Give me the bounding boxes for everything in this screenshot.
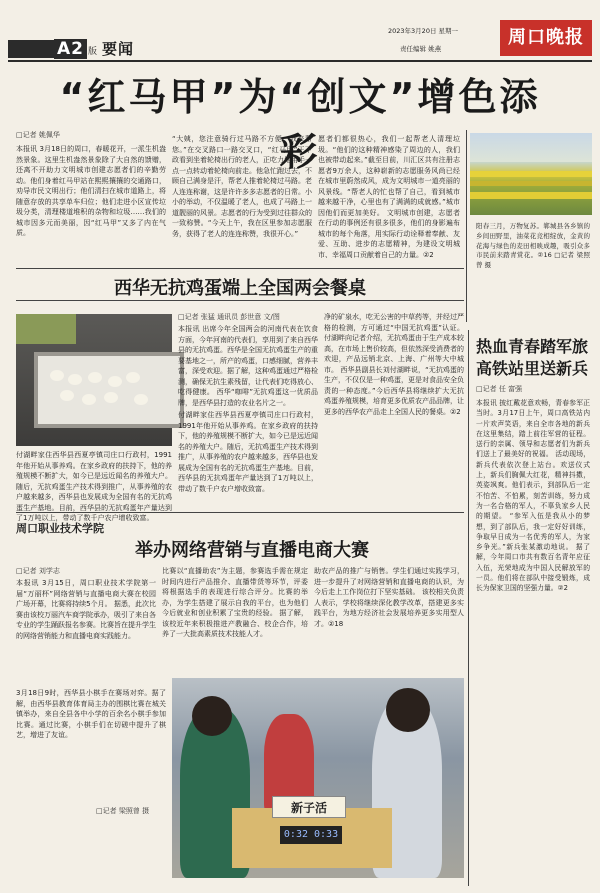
masthead-logo: 周口晚报 (500, 20, 592, 56)
story3-col1: 本报讯 3月15日，周口职业技术学院第一届“万丽杯”网络营销与直播电商大赛在校园广场开幕，比赛将持续5个月。 据悉，此次比赛由该校万丽汽车商学院承办，吸引了来自各专业的学生踊跃报名参赛。比赛旨在提升学生的网络营销能力和直播电商实践能力。 (16, 579, 156, 640)
page-header (0, 0, 600, 62)
story1-col2: “大姨，您注意骑行过马路不方便，我来帮您。”在交叉路口一路交叉口，“红马甲”王下政看到坐着轮椅出行的老人，正吃力地用手一点一点转动着轮椅向前走。他急忙跑过去，不顾自己满身是汗，帮老人推着轮椅过马路。老人连连称谢，这是许许多多志愿者的日常。小小的举动，不仅温暖了老人，也成了马路上一道靓丽的风景。志愿者的行为受到过往群众的一致称赞。“今天上午，我在区里参加志愿服务，获得了老人的连连称赞，我很开心。” (172, 135, 312, 238)
story1-col3: 愿者们都很热心，我们一起帮老人清理垃圾。“他们的这种精神感染了周边的人，我们也被带动起来。”截至目前，川汇区共有注册志愿者9万余人，这种崭新的志愿服务风尚已经在城市里蔚然成风，成为文明城市一道亮丽的风景线。“帮老人的忙也帮了自己，看到城市越来越干净，心里也有了满满的成就感。”城市因他们而更加美好。 文明城市创建，志愿者在行动的事例还有很多很多，他们的身影遍布城市的每个角落，用实际行动诠释着奉献、友爱、互助、进步的志愿精神，为建设文明城市、幸福周口贡献着自己的力量。②2 (318, 135, 460, 259)
story2-col1-cont: 付湖畔家住西华县西夏亭镇司庄口行政村，1991年他开始从事养鸡。在家乡政府的扶持下，他的养殖规模不断扩大，如今已是远近闻名的养殖大户。随后，无抗鸡蛋生产技术得到推广，从事养殖的农户越来越多，西华县也发展成为全国有名的无抗鸡蛋生产基地。目前，西华县的无抗鸡蛋年产量达到了1万吨以上，带动了数千户农户增收致富。 (16, 451, 172, 522)
story2-col3: 净的矿泉水，吃无公害的中草药等，并经过严格的检测，方可通过“中国无抗鸡蛋”认证。付湖畔向记者介绍，无抗鸡蛋由于生产成本较高，在市场上售价较高，但依然深受消费者的欢迎，产品远销北京、上海、广州等大中城市。 西华县副县长刘付湖畔说，“无抗鸡蛋的生产，不仅仅是一种鸡蛋，更是对食品安全负责的一种态度。”今后西华县将继续扩大无抗鸡蛋养殖规模，培育更多优质农产品品牌，让更多的西华农产品走上全国人民的餐桌。②2 (324, 313, 464, 416)
right-story-headline: 热血青春踏军旅 高铁站里送新兵 (476, 337, 589, 378)
story3-byline: □记者 刘学志 (16, 567, 60, 575)
story-divider (16, 268, 464, 269)
school-label: 周口职业技术学院 (16, 522, 104, 535)
section-code: A2 (54, 39, 87, 59)
column-rule (466, 130, 467, 322)
section-label (54, 38, 134, 59)
story2-headline: 西华无抗鸡蛋端上全国两会餐桌 (114, 278, 366, 299)
rapeseed-field-photo (470, 133, 592, 215)
chess-clock: 0:32 0:33 (280, 826, 342, 844)
section-ban: 版 (88, 47, 99, 57)
header-rule (8, 60, 592, 62)
story3-col3: 助农产品的推广与销售。学生们通过实践学习，进一步提升了对网络营销和直播电商的认识，为今后走上工作岗位打下坚实基础。 该校相关负责人表示，学校将继续深化教学改革，搭建更多实践平台，为地方经济社会发展培养更多实用型人才。②18 (314, 567, 464, 628)
name-placard: 新子活 (272, 796, 346, 818)
issue-date: 2023年3月20日 星期一 (388, 27, 459, 35)
story3-headline: 举办网络营销与直播电商大赛 (135, 540, 369, 561)
right-story-byline: □记者 任 富强 (476, 385, 523, 393)
column-rule (468, 330, 469, 886)
story3-col2: 比赛以“直播助农”为主题，参赛选手需在规定时间内进行产品推介、直播带货等环节，评委将根据选手的表现进行综合评分。比赛的举办，为学生搭建了展示自我的平台，也为他们今后就业和创业积累了宝贵的经验。 据了解，该校近年来积极推进产教融合、校企合作，培养了一大批高素质技术技能人才。 (162, 567, 308, 638)
section-name: 要闻 (102, 40, 135, 58)
right-story-body: 本报讯 披红戴花意欢畅，青春参军正当时。3月17日上午，周口高铁站内一片欢声笑语，来自全市各地的新兵在这里集结，踏上前往军营的征程。送行的亲属、领导和志愿者们为新兵们送上了最美好的祝福。 活动现场，新兵代表依次登上站台。欢送仪式上，新兵们胸佩大红花，精神抖擞，英姿飒爽。他们表示，到部队后一定不怕苦、不怕累，刻苦训练，努力成为一名合格的军人，不辜负家乡人民的期望。 “参军入伍是我从小的梦想，到了部队后，我一定好好训练，争取早日成为一名优秀的军人，为家乡争光。”新兵张某激动地说。 据了解，今年周口市共有数百名青年应征入伍，光荣地成为中国人民解放军的一员。他们将在部队中接受锻炼，成长为保家卫国的坚强力量。②2 (476, 399, 590, 593)
chess-competition-photo (172, 678, 464, 878)
story2-col1: 本报讯 出席今年全国两会的河南代表在饮食方面，今年河南的代表们，享用到了来自西华县的无抗鸡蛋。西华是全国无抗鸡蛋生产的重要基地之一，所产的鸡蛋，口感细腻，营养丰富，深受欢迎。据了解，这种鸡蛋通过严格检测，确保无抗生素残留，让代表们吃得放心、吃得健康。 西华“咖啡”无抗鸡蛋这一优质品牌，是西华县打造的农业名片之一。 (178, 325, 318, 407)
story1-col1: 本报讯 3月18日的周口，春暖花开，一派生机盎然景象。这里生机盎然景象除了大自然的馈赠，还离不开助力文明城市创建志愿者们的辛勤劳动。他们身着红马甲站在熙熙攘攘的交通路口，劝导市民文明出行；他们清扫在城市道路上，将随意存放的共享单车归位；他们走进小区宣传垃圾分类，清理楼道堆积的杂物和垃圾……我们的城市因多元而美丽，因“红马甲”又多了内在气质。 (16, 145, 166, 237)
story4-credit: □记者 梁照曾 摄 (96, 807, 150, 815)
story1-byline: □记者 姚佩华 (16, 131, 60, 139)
story4-body: 3月18日9时，西华县小棋手在赛场对弈。据了解，由西华县教育体育局主办的围棋比赛在城关镇举办，来自全县各中小学的百余名小棋手参加比赛。通过比赛，小棋手们在切磋中提升了棋艺，增进了友谊。 (16, 689, 166, 739)
editors-credit: 责任编辑 姚燕 (400, 45, 442, 53)
egg-display-photo (16, 314, 172, 446)
story-divider (16, 300, 464, 301)
photo-caption-1: 阳春三月，万物复苏。郸城县各乡镇的乡间田野里，油菜花竞相绽放，金黄的花海与绿色的麦田相映成趣，吸引众多市民前来踏青赏花。②16 □记者 梁照曾 摄 (476, 222, 590, 270)
section-bar (8, 40, 60, 58)
story2-byline: □记者 张猛 通讯员 彭世意 文/图 (178, 313, 280, 321)
story2-col2: 付湖畔家住西华县西夏亭镇司庄口行政村，1991年他开始从事养鸡。在家乡政府的扶持下，他的养殖规模不断扩大，如今已是远近闻名的养殖大户。随后，无抗鸡蛋生产技术得到推广，从事养殖的农户越来越多，西华县也发展成为全国有名的无抗鸡蛋生产基地。目前，西华县的无抗鸡蛋年产量达到了1万吨以上，带动了数千户农户增收致富。 (178, 411, 318, 493)
story-divider (16, 512, 464, 513)
story1-headline: “红马甲”为“创文”增色添彩 (59, 75, 541, 174)
